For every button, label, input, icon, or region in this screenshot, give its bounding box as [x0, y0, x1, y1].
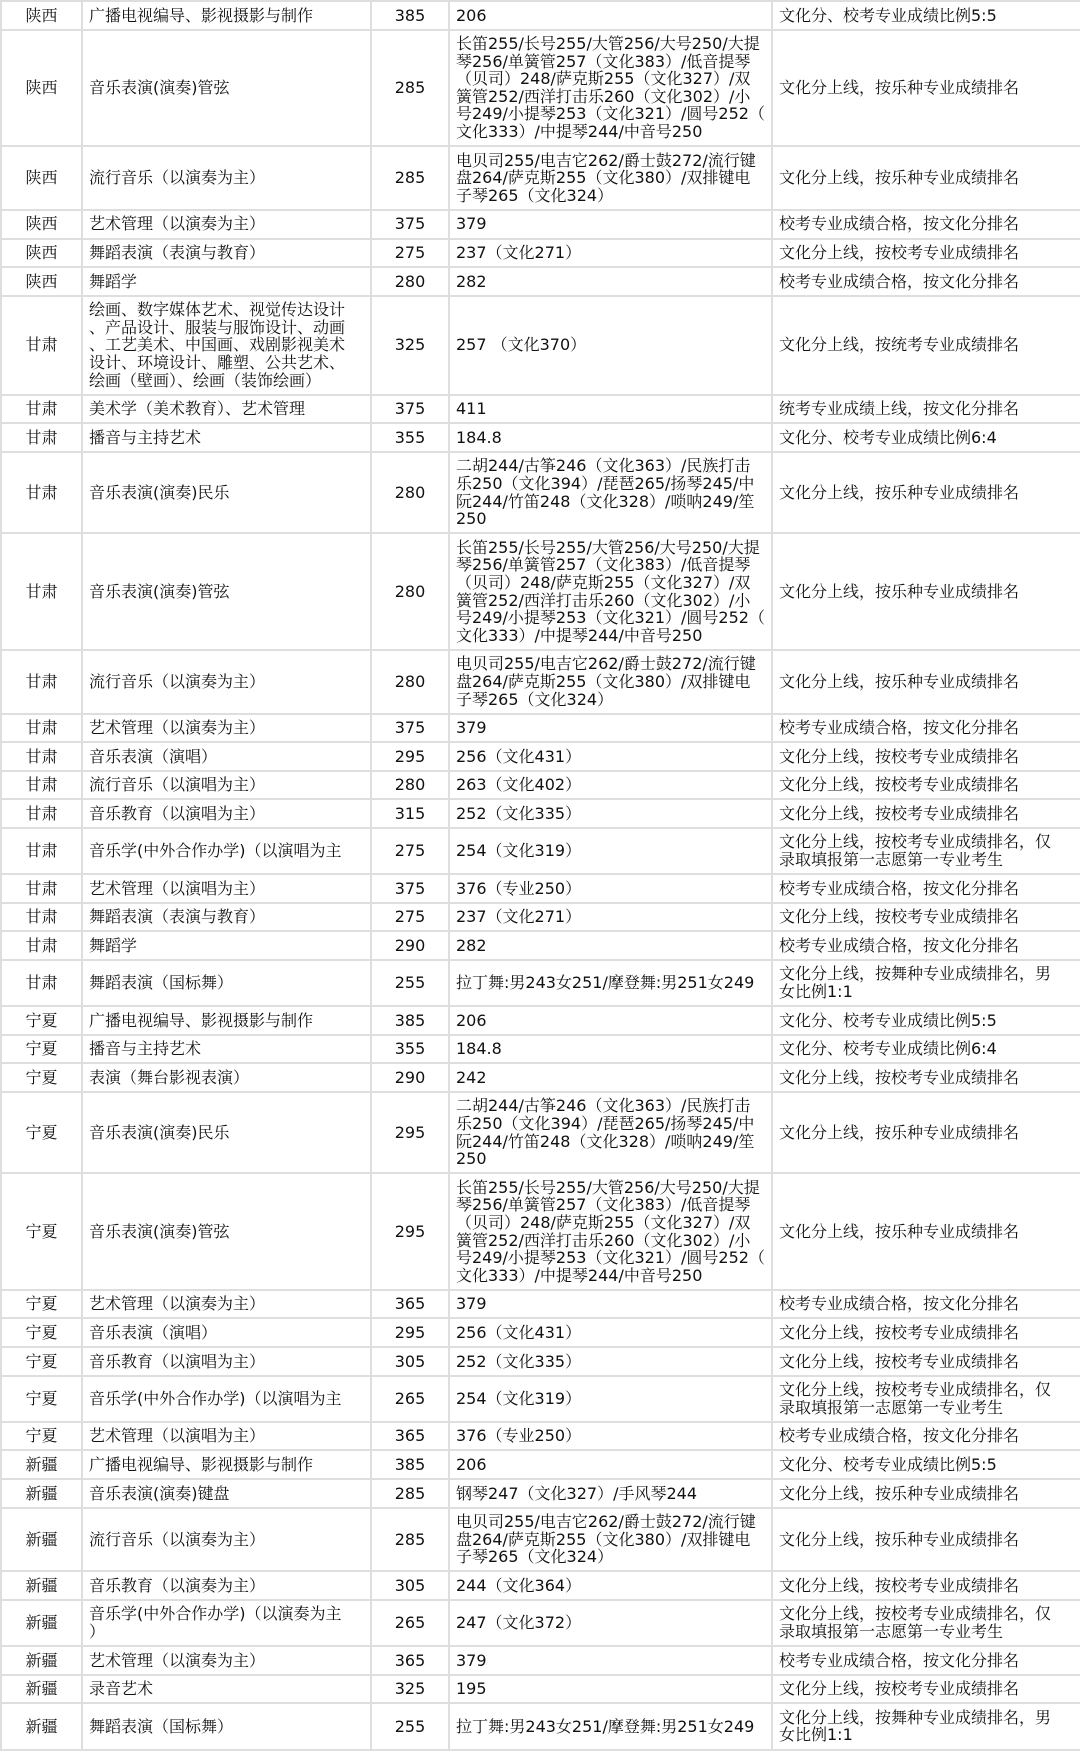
professional-score-cell: 376（专业250）	[449, 874, 772, 903]
professional-score-cell: 二胡244/古筝246（文化363）/民族打击 乐250（文化394）/琵琶265/扬琴245/中 阮244/竹笛248（文化328）/唢呐249/笙 250	[449, 1092, 772, 1173]
professional-score-cell: 二胡244/古筝246（文化363）/民族打击 乐250（文化394）/琵琶265/扬琴245/中 阮244/竹笛248（文化328）/唢呐249/笙 250	[449, 452, 772, 533]
major-cell: 音乐表演(演奏)管弦	[82, 533, 371, 650]
province-cell: 新疆	[1, 1571, 82, 1600]
major-cell: 艺术管理（以演唱为主）	[82, 874, 371, 903]
cutoff-score-cell: 355	[371, 423, 449, 452]
province-cell: 新疆	[1, 1600, 82, 1646]
admission-rule-cell: 文化分上线，按乐种专业成绩排名	[772, 650, 1080, 714]
professional-score-cell: 电贝司255/电吉它262/爵士鼓272/流行键 盘264/萨克斯255（文化380）/双排键电 子琴265（文化324）	[449, 1508, 772, 1572]
table-body	[1, 1, 1080, 1750]
province-cell: 宁夏	[1, 1376, 82, 1422]
cutoff-score-cell: 385	[371, 1006, 449, 1035]
cutoff-score-cell: 365	[371, 1290, 449, 1319]
cutoff-score-cell: 255	[371, 1703, 449, 1749]
professional-score-cell: 拉丁舞:男243女251/摩登舞:男251女249	[449, 1703, 772, 1749]
admission-rule-cell: 文化分上线，按校考专业成绩排名	[772, 742, 1080, 771]
province-cell: 新疆	[1, 1508, 82, 1572]
major-cell: 音乐表演(演奏)管弦	[82, 1173, 371, 1290]
table-row	[1, 828, 1080, 874]
table-row	[1, 1290, 1080, 1319]
table-row	[1, 650, 1080, 714]
province-cell: 甘肃	[1, 533, 82, 650]
table-row	[1, 395, 1080, 424]
province-cell: 陕西	[1, 267, 82, 296]
major-cell: 音乐表演(演奏)民乐	[82, 1092, 371, 1173]
major-cell: 播音与主持艺术	[82, 1035, 371, 1064]
major-cell: 艺术管理（以演奏为主）	[82, 210, 371, 239]
major-cell: 艺术管理（以演唱为主）	[82, 1422, 371, 1451]
cutoff-score-cell: 280	[371, 771, 449, 800]
province-cell: 甘肃	[1, 874, 82, 903]
admission-rule-cell: 文化分上线，按乐种专业成绩排名	[772, 30, 1080, 147]
table-row	[1, 210, 1080, 239]
cutoff-score-cell: 365	[371, 1646, 449, 1675]
admission-rule-cell: 校考专业成绩合格，按文化分排名	[772, 1290, 1080, 1319]
professional-score-cell: 254（文化319）	[449, 1376, 772, 1422]
province-cell: 新疆	[1, 1479, 82, 1508]
table-row	[1, 1703, 1080, 1749]
major-cell: 音乐学(中外合作办学)（以演唱为主	[82, 1376, 371, 1422]
table-row	[1, 1646, 1080, 1675]
province-cell: 甘肃	[1, 714, 82, 743]
major-cell: 流行音乐（以演唱为主）	[82, 771, 371, 800]
cutoff-score-cell: 265	[371, 1376, 449, 1422]
major-cell: 舞蹈表演（国标舞）	[82, 1703, 371, 1749]
admission-rule-cell: 统考专业成绩上线，按文化分排名	[772, 395, 1080, 424]
cutoff-score-cell: 290	[371, 1063, 449, 1092]
admission-rule-cell: 校考专业成绩合格，按文化分排名	[772, 874, 1080, 903]
cutoff-score-cell: 315	[371, 799, 449, 828]
admission-rule-cell: 文化分上线，按校考专业成绩排名	[772, 799, 1080, 828]
admission-rule-cell: 校考专业成绩合格，按文化分排名	[772, 210, 1080, 239]
admission-rule-cell: 文化分上线，按乐种专业成绩排名	[772, 1508, 1080, 1572]
table-row	[1, 30, 1080, 147]
professional-score-cell: 282	[449, 931, 772, 960]
province-cell: 甘肃	[1, 395, 82, 424]
province-cell: 宁夏	[1, 1290, 82, 1319]
major-cell: 音乐表演(演奏)管弦	[82, 30, 371, 147]
table-row	[1, 931, 1080, 960]
province-cell: 甘肃	[1, 423, 82, 452]
table-row	[1, 1376, 1080, 1422]
professional-score-cell: 256（文化431）	[449, 1318, 772, 1347]
table-row	[1, 799, 1080, 828]
major-cell: 舞蹈学	[82, 931, 371, 960]
admission-rule-cell: 文化分上线，按校考专业成绩排名	[772, 1675, 1080, 1704]
province-cell: 甘肃	[1, 452, 82, 533]
professional-score-cell: 206	[449, 1, 772, 30]
professional-score-cell: 长笛255/长号255/大管256/大号250/大提 琴256/单簧管257（文化383）/低音提琴 （贝司）248/萨克斯255（文化327）/双 簧管252/西洋打击乐260（文化302）/小 号249/小提琴253（文化321）/圆号252（ 文化333）/中提琴244/中音号250	[449, 30, 772, 147]
professional-score-cell: 282	[449, 267, 772, 296]
admission-rule-cell: 文化分上线，按校考专业成绩排名，仅 录取填报第一志愿第一专业考生	[772, 1600, 1080, 1646]
admission-rule-cell: 文化分上线，按乐种专业成绩排名	[772, 533, 1080, 650]
major-cell: 录音艺术	[82, 1675, 371, 1704]
professional-score-cell: 237（文化271）	[449, 239, 772, 268]
professional-score-cell: 拉丁舞:男243女251/摩登舞:男251女249	[449, 960, 772, 1006]
major-cell: 舞蹈表演（表演与教育）	[82, 903, 371, 932]
cutoff-score-cell: 375	[371, 714, 449, 743]
cutoff-score-cell: 285	[371, 146, 449, 210]
major-cell: 音乐教育（以演奏为主）	[82, 1571, 371, 1600]
table-row	[1, 1422, 1080, 1451]
table-row	[1, 1318, 1080, 1347]
professional-score-cell: 206	[449, 1006, 772, 1035]
cutoff-score-cell: 280	[371, 650, 449, 714]
professional-score-cell: 263（文化402）	[449, 771, 772, 800]
professional-score-cell: 379	[449, 1290, 772, 1319]
admission-rule-cell: 文化分上线，按乐种专业成绩排名	[772, 1479, 1080, 1508]
professional-score-cell: 184.8	[449, 1035, 772, 1064]
professional-score-cell: 钢琴247（文化327）/手风琴244	[449, 1479, 772, 1508]
cutoff-score-cell: 265	[371, 1600, 449, 1646]
admission-rule-cell: 文化分上线，按校考专业成绩排名，仅 录取填报第一志愿第一专业考生	[772, 828, 1080, 874]
cutoff-score-cell: 295	[371, 1092, 449, 1173]
cutoff-score-cell: 285	[371, 1479, 449, 1508]
table-row	[1, 1173, 1080, 1290]
province-cell: 宁夏	[1, 1422, 82, 1451]
province-cell: 甘肃	[1, 650, 82, 714]
admission-rule-cell: 文化分上线，按统考专业成绩排名	[772, 296, 1080, 395]
cutoff-score-cell: 280	[371, 533, 449, 650]
cutoff-score-cell: 290	[371, 931, 449, 960]
professional-score-cell: 411	[449, 395, 772, 424]
table-row	[1, 1675, 1080, 1704]
province-cell: 宁夏	[1, 1063, 82, 1092]
admission-rule-cell: 文化分上线，按乐种专业成绩排名	[772, 1173, 1080, 1290]
admission-rule-cell: 文化分上线，按舞种专业成绩排名，男 女比例1:1	[772, 960, 1080, 1006]
cutoff-score-cell: 375	[371, 210, 449, 239]
province-cell: 陕西	[1, 210, 82, 239]
professional-score-cell: 379	[449, 714, 772, 743]
table-row	[1, 533, 1080, 650]
cutoff-score-cell: 375	[371, 874, 449, 903]
province-cell: 宁夏	[1, 1006, 82, 1035]
table-row	[1, 146, 1080, 210]
table-row	[1, 1571, 1080, 1600]
major-cell: 艺术管理（以演奏为主）	[82, 714, 371, 743]
admission-rule-cell: 校考专业成绩合格，按文化分排名	[772, 267, 1080, 296]
major-cell: 绘画、数字媒体艺术、视觉传达设计 、产品设计、服装与服饰设计、动画 、工艺美术、中国画、戏剧影视美术 设计、环境设计、雕塑、公共艺术、 绘画（壁画）、绘画（装饰绘画）	[82, 296, 371, 395]
professional-score-cell: 电贝司255/电吉它262/爵士鼓272/流行键 盘264/萨克斯255（文化380）/双排键电 子琴265（文化324）	[449, 650, 772, 714]
cutoff-score-cell: 355	[371, 1035, 449, 1064]
province-cell: 新疆	[1, 1450, 82, 1479]
table-row	[1, 423, 1080, 452]
admission-rule-cell: 文化分上线，按校考专业成绩排名，仅 录取填报第一志愿第一专业考生	[772, 1376, 1080, 1422]
province-cell: 新疆	[1, 1703, 82, 1749]
table-row	[1, 771, 1080, 800]
major-cell: 音乐学(中外合作办学)（以演唱为主	[82, 828, 371, 874]
province-cell: 甘肃	[1, 742, 82, 771]
major-cell: 广播电视编导、影视摄影与制作	[82, 1450, 371, 1479]
major-cell: 艺术管理（以演奏为主）	[82, 1290, 371, 1319]
admission-rule-cell: 文化分上线，按舞种专业成绩排名，男 女比例1:1	[772, 1703, 1080, 1749]
admission-rule-cell: 校考专业成绩合格，按文化分排名	[772, 1646, 1080, 1675]
table-row	[1, 296, 1080, 395]
cutoff-score-cell: 275	[371, 239, 449, 268]
major-cell: 舞蹈表演（国标舞）	[82, 960, 371, 1006]
cutoff-score-cell: 275	[371, 903, 449, 932]
professional-score-cell: 376（专业250）	[449, 1422, 772, 1451]
major-cell: 音乐表演(演奏)民乐	[82, 452, 371, 533]
province-cell: 新疆	[1, 1675, 82, 1704]
professional-score-cell: 206	[449, 1450, 772, 1479]
major-cell: 流行音乐（以演奏为主）	[82, 1508, 371, 1572]
professional-score-cell: 257 （文化370）	[449, 296, 772, 395]
major-cell: 音乐教育（以演唱为主）	[82, 1347, 371, 1376]
professional-score-cell: 254（文化319）	[449, 828, 772, 874]
admission-rule-cell: 文化分上线，按校考专业成绩排名	[772, 771, 1080, 800]
admission-rule-cell: 文化分上线，按乐种专业成绩排名	[772, 146, 1080, 210]
table-row	[1, 960, 1080, 1006]
table-row	[1, 239, 1080, 268]
major-cell: 音乐表演(演奏)键盘	[82, 1479, 371, 1508]
cutoff-score-cell: 385	[371, 1, 449, 30]
cutoff-score-cell: 280	[371, 267, 449, 296]
major-cell: 音乐表演（演唱）	[82, 1318, 371, 1347]
professional-score-cell: 247（文化372）	[449, 1600, 772, 1646]
table-row	[1, 1035, 1080, 1064]
admission-rule-cell: 文化分上线，按乐种专业成绩排名	[772, 1092, 1080, 1173]
admission-rule-cell: 文化分、校考专业成绩比例5:5	[772, 1006, 1080, 1035]
cutoff-score-cell: 385	[371, 1450, 449, 1479]
cutoff-score-cell: 295	[371, 742, 449, 771]
province-cell: 陕西	[1, 30, 82, 147]
admission-rule-cell: 文化分、校考专业成绩比例5:5	[772, 1450, 1080, 1479]
table-row	[1, 742, 1080, 771]
professional-score-cell: 379	[449, 210, 772, 239]
admission-rule-cell: 校考专业成绩合格，按文化分排名	[772, 1422, 1080, 1451]
admission-rule-cell: 文化分、校考专业成绩比例6:4	[772, 1035, 1080, 1064]
admission-rule-cell: 文化分上线，按校考专业成绩排名	[772, 1571, 1080, 1600]
table-row	[1, 1, 1080, 30]
major-cell: 广播电视编导、影视摄影与制作	[82, 1, 371, 30]
province-cell: 甘肃	[1, 903, 82, 932]
admission-rule-cell: 文化分上线，按校考专业成绩排名	[772, 1063, 1080, 1092]
professional-score-cell: 195	[449, 1675, 772, 1704]
province-cell: 陕西	[1, 239, 82, 268]
table-row	[1, 874, 1080, 903]
cutoff-score-cell: 305	[371, 1347, 449, 1376]
cutoff-score-cell: 305	[371, 1571, 449, 1600]
cutoff-score-cell: 285	[371, 1508, 449, 1572]
table-row	[1, 1600, 1080, 1646]
province-cell: 宁夏	[1, 1347, 82, 1376]
cutoff-score-cell: 280	[371, 452, 449, 533]
major-cell: 音乐学(中外合作办学)（以演奏为主 ）	[82, 1600, 371, 1646]
table-row	[1, 1508, 1080, 1572]
cutoff-score-cell: 325	[371, 296, 449, 395]
professional-score-cell: 长笛255/长号255/大管256/大号250/大提 琴256/单簧管257（文化383）/低音提琴 （贝司）248/萨克斯255（文化327）/双 簧管252/西洋打击乐260（文化302）/小 号249/小提琴253（文化321）/圆号252（ 文化333）/中提琴244/中音号250	[449, 533, 772, 650]
admission-rule-cell: 文化分、校考专业成绩比例5:5	[772, 1, 1080, 30]
table-row	[1, 1479, 1080, 1508]
professional-score-cell: 379	[449, 1646, 772, 1675]
province-cell: 陕西	[1, 146, 82, 210]
admission-rule-cell: 校考专业成绩合格，按文化分排名	[772, 931, 1080, 960]
professional-score-cell: 244（文化364）	[449, 1571, 772, 1600]
admission-rule-cell: 文化分上线，按校考专业成绩排名	[772, 903, 1080, 932]
cutoff-score-cell: 275	[371, 828, 449, 874]
province-cell: 甘肃	[1, 931, 82, 960]
admission-rule-cell: 文化分、校考专业成绩比例6:4	[772, 423, 1080, 452]
province-cell: 甘肃	[1, 960, 82, 1006]
admission-rule-cell: 校考专业成绩合格，按文化分排名	[772, 714, 1080, 743]
table-row	[1, 452, 1080, 533]
province-cell: 陕西	[1, 1, 82, 30]
province-cell: 宁夏	[1, 1318, 82, 1347]
professional-score-cell: 237（文化271）	[449, 903, 772, 932]
major-cell: 表演（舞台影视表演）	[82, 1063, 371, 1092]
province-cell: 甘肃	[1, 771, 82, 800]
cutoff-score-cell: 295	[371, 1173, 449, 1290]
major-cell: 流行音乐（以演奏为主）	[82, 650, 371, 714]
professional-score-cell: 242	[449, 1063, 772, 1092]
province-cell: 甘肃	[1, 828, 82, 874]
major-cell: 播音与主持艺术	[82, 423, 371, 452]
table-row	[1, 267, 1080, 296]
cutoff-score-cell: 375	[371, 395, 449, 424]
cutoff-score-cell: 255	[371, 960, 449, 1006]
admission-rule-cell: 文化分上线，按校考专业成绩排名	[772, 1318, 1080, 1347]
major-cell: 音乐教育（以演唱为主）	[82, 799, 371, 828]
major-cell: 舞蹈学	[82, 267, 371, 296]
major-cell: 流行音乐（以演奏为主）	[82, 146, 371, 210]
province-cell: 宁夏	[1, 1092, 82, 1173]
major-cell: 广播电视编导、影视摄影与制作	[82, 1006, 371, 1035]
table-row	[1, 1063, 1080, 1092]
cutoff-score-cell: 295	[371, 1318, 449, 1347]
cutoff-score-cell: 365	[371, 1422, 449, 1451]
professional-score-cell: 184.8	[449, 423, 772, 452]
province-cell: 甘肃	[1, 799, 82, 828]
table-row	[1, 1006, 1080, 1035]
major-cell: 美术学（美术教育）、艺术管理	[82, 395, 371, 424]
table-row	[1, 1347, 1080, 1376]
province-cell: 甘肃	[1, 296, 82, 395]
admission-rule-cell: 文化分上线，按校考专业成绩排名	[772, 239, 1080, 268]
province-cell: 新疆	[1, 1646, 82, 1675]
major-cell: 音乐表演（演唱）	[82, 742, 371, 771]
professional-score-cell: 252（文化335）	[449, 1347, 772, 1376]
professional-score-cell: 252（文化335）	[449, 799, 772, 828]
table-row	[1, 903, 1080, 932]
admission-rule-cell: 文化分上线，按校考专业成绩排名	[772, 1347, 1080, 1376]
admission-rule-cell: 文化分上线，按乐种专业成绩排名	[772, 452, 1080, 533]
table-row	[1, 1450, 1080, 1479]
professional-score-cell: 256（文化431）	[449, 742, 772, 771]
table-row	[1, 714, 1080, 743]
province-cell: 宁夏	[1, 1035, 82, 1064]
major-cell: 舞蹈表演（表演与教育）	[82, 239, 371, 268]
province-cell: 宁夏	[1, 1173, 82, 1290]
cutoff-score-cell: 325	[371, 1675, 449, 1704]
table-row	[1, 1092, 1080, 1173]
major-cell: 艺术管理（以演奏为主）	[82, 1646, 371, 1675]
professional-score-cell: 长笛255/长号255/大管256/大号250/大提 琴256/单簧管257（文化383）/低音提琴 （贝司）248/萨克斯255（文化327）/双 簧管252/西洋打击乐260（文化302）/小 号249/小提琴253（文化321）/圆号252（ 文化333）/中提琴244/中音号250	[449, 1173, 772, 1290]
professional-score-cell: 电贝司255/电吉它262/爵士鼓272/流行键 盘264/萨克斯255（文化380）/双排键电 子琴265（文化324）	[449, 146, 772, 210]
cutoff-score-cell: 285	[371, 30, 449, 147]
